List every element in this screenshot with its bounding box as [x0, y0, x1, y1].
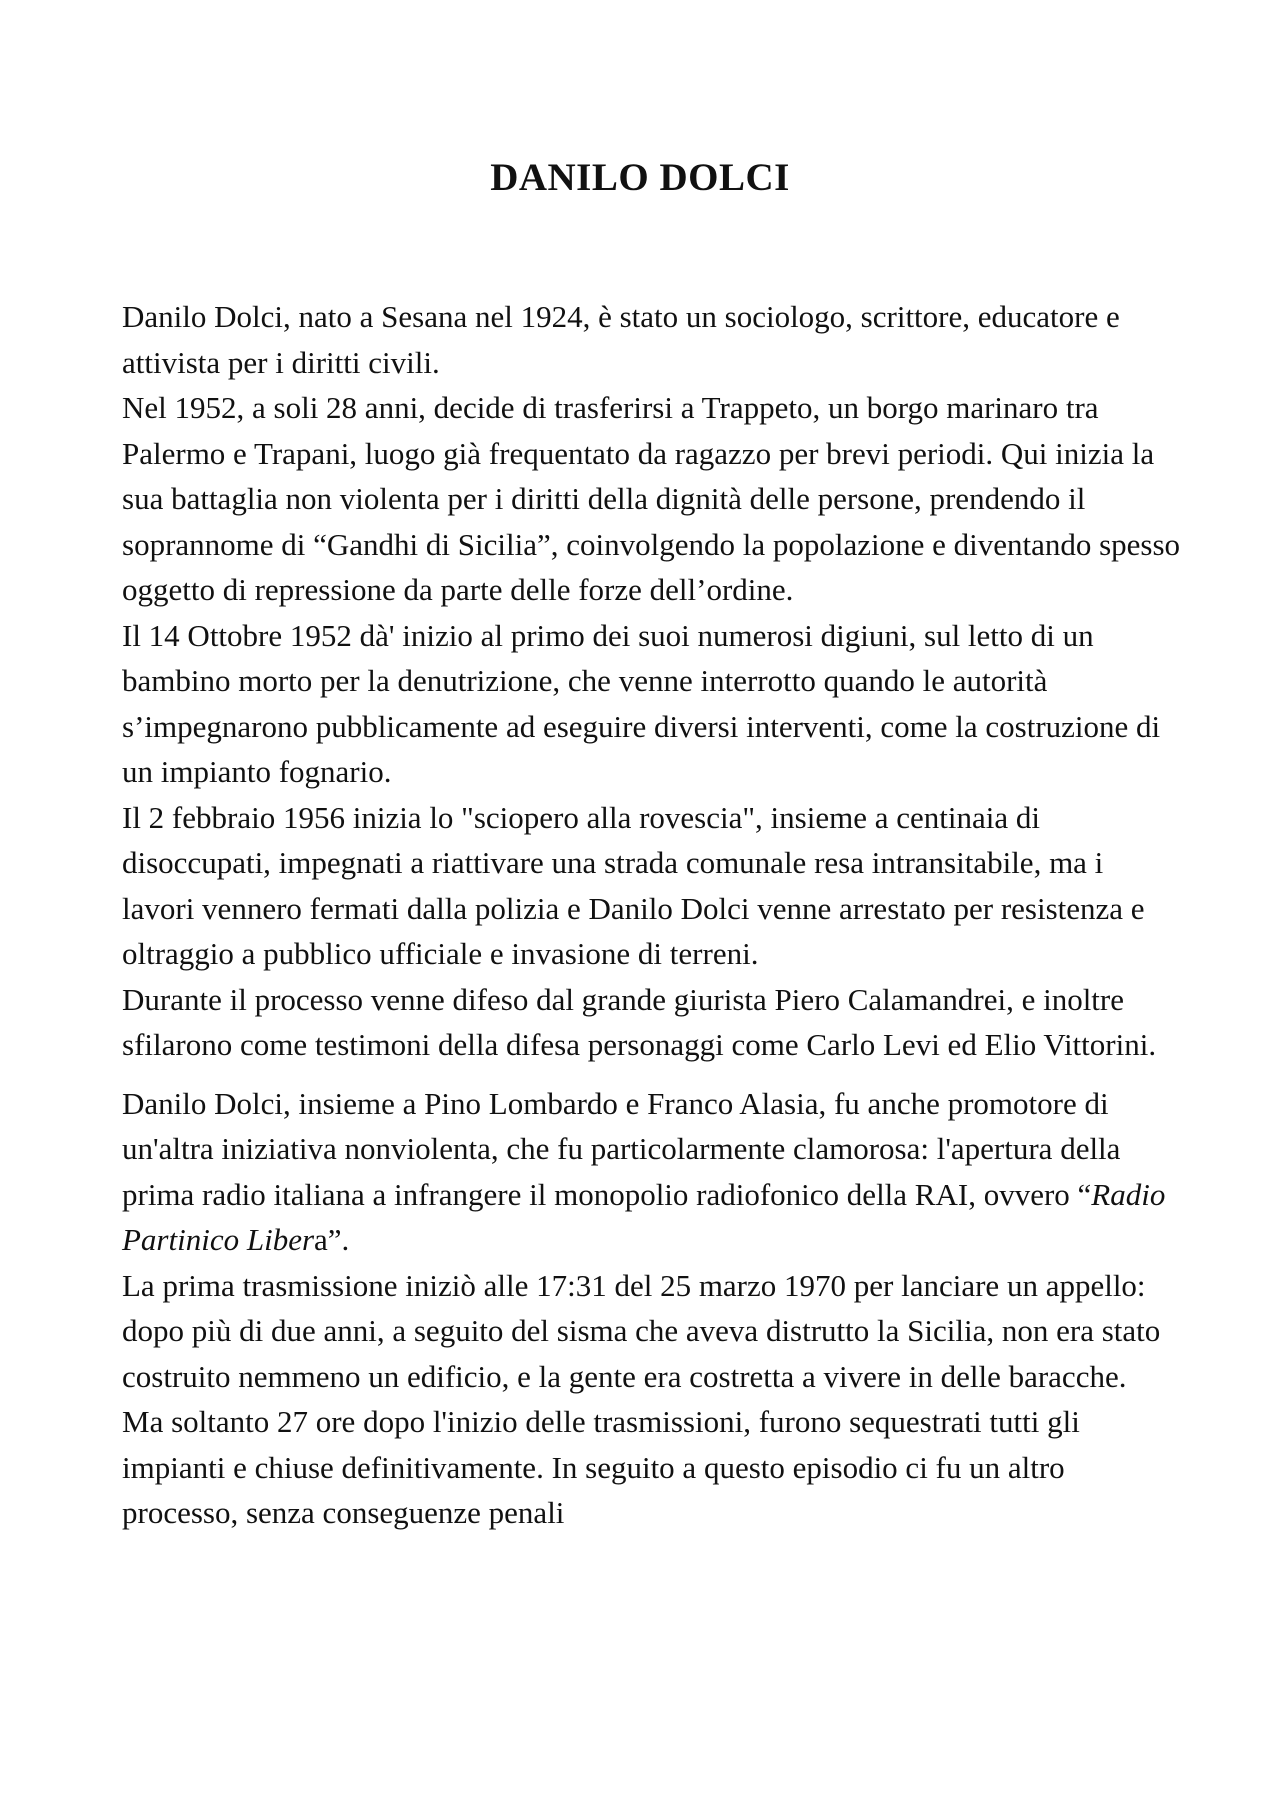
paragraph-trappeto: Nel 1952, a soli 28 anni, decide di trasferirsi a Trappeto, un borgo marinaro tra Palermo e Trapani, luogo già frequentato da ragazzo per brevi periodi. Qui inizia la sua battaglia non violenta per i diritti della dignità delle persone, prendendo il soprannome di “Gandhi di Sicilia”, coinvolgendo la popolazione e diventando spesso oggetto di repressione da parte delle forze dell’ordine.: [122, 390, 1181, 607]
paragraph-intro: Danilo Dolci, nato a Sesana nel 1924, è stato un sociologo, scrittore, educatore e attivista per i diritti civili.: [122, 299, 1120, 380]
paragraph-sciopero: Il 2 febbraio 1956 inizia lo "sciopero alla rovescia", insieme a centinaia di disoccupati, impegnati a riattivare una strada comunale resa intransitabile, ma i lavori vennero fermati dalla polizia e Danilo Dolci venne arrestato per resistenza e oltraggio a pubblico ufficiale e invasione di terreni.: [122, 799, 1145, 971]
paragraph-radio-text-end: a”.: [314, 1222, 350, 1257]
document-body: [122, 294, 1182, 1536]
paragraph-sequestro: Ma soltanto 27 ore dopo l'inizio delle trasmissioni, furono sequestrati tutti gli impianti e chiuse definitivamente. In seguito a questo episodio ci fu un altro processo, senza conseguenze penali: [122, 1404, 1080, 1530]
paragraph-processo: Durante il processo venne difeso dal grande giurista Piero Calamandrei, e inoltre sfilarono come testimoni della difesa personaggi come Carlo Levi ed Elio Vittorini.: [122, 981, 1157, 1062]
paragraph-digiuno: Il 14 Ottobre 1952 dà' inizio al primo dei suoi numerosi digiuni, sul letto di un bambino morto per la denutrizione, che venne interrotto quando le autorità s’impegnarono pubblicamente ad eseguire diversi interventi, come la costruzione di un impianto fognario.: [122, 617, 1161, 789]
radio-name-italic: Radio Partinico Liber: [122, 1176, 1166, 1257]
paragraph-radio: [122, 1081, 1182, 1263]
page-title: DANILO DOLCI: [490, 156, 790, 199]
paragraph-trasmissione: La prima trasmissione iniziò alle 17:31 del 25 marzo 1970 per lanciare un appello: dopo più di due anni, a seguito del sisma che aveva distrutto la Sicilia, non era stato costruito nemmeno un edificio, e la gente era costretta a vivere in delle baracche.: [122, 1267, 1161, 1394]
paragraph-radio-text: Danilo Dolci, insieme a Pino Lombardo e Franco Alasia, fu anche promotore di un'altra iniziativa nonviolenta, che fu particolarmente clamorosa: l'apertura della prima radio italiana a infrangere il monopolio radiofonico della RAI, ovvero “: [122, 1085, 1121, 1212]
